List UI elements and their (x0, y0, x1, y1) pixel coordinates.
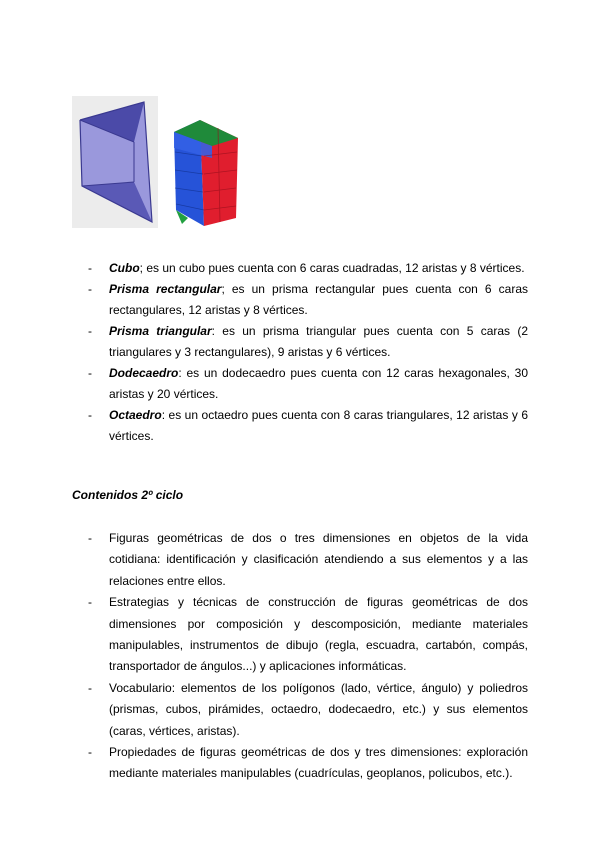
term: Prisma rectangular (109, 282, 222, 296)
list-item: - Estrategias y técnicas de construcción de figuras geométricas de dos dimensiones por composición y descomposición, mediante materiales manipulables, instrumentos de dibujo (regla, escuadra, cartabón, compás, transportador de ángulos...) y aplicaciones informáticas. (72, 592, 528, 678)
list-item (72, 258, 528, 279)
list-item: - Propiedades de figuras geométricas de dos y tres dimensiones: exploración mediante materiales manipulables (cuadrículas, geoplanos, policubos, etc.). (72, 742, 528, 785)
description: ; es un cubo pues cuenta con 6 caras cuadradas, 12 aristas y 8 vértices. (139, 261, 525, 275)
list-item (72, 363, 528, 405)
triangular-prism-diagram (72, 96, 158, 228)
term: Cubo (109, 261, 140, 275)
description: ; es un prisma rectangular pues cuenta con 6 caras rectangulares, 12 aristas y 8 vértices. (109, 282, 528, 317)
polyhedra-list (72, 258, 528, 447)
polyhedra-figures (72, 96, 252, 236)
contents-heading: Contenidos 2º ciclo (72, 488, 184, 502)
building-blocks-prism-photo (168, 118, 248, 226)
term: Dodecaedro (109, 366, 179, 380)
description: : es un dodecaedro pues cuenta con 12 caras hexagonales, 30 aristas y 20 vértices. (109, 366, 528, 401)
list-item (72, 321, 528, 363)
description: : es un prisma triangular pues cuenta con 5 caras (2 triangulares y 3 rectangulares), 9 aristas y 6 vértices. (109, 324, 528, 359)
description: : es un octaedro pues cuenta con 8 caras triangulares, 12 aristas y 6 vértices. (109, 408, 528, 443)
contents-list (72, 528, 528, 785)
term: Octaedro (109, 408, 162, 422)
list-item (72, 405, 528, 447)
list-item (72, 279, 528, 321)
term: Prisma triangular (109, 324, 212, 338)
list-item: - Vocabulario: elementos de los polígonos (lado, vértice, ángulo) y poliedros (prismas, cubos, pirámides, octaedro, dodecaedro, etc.) y sus elementos (caras, vértices, aristas). (72, 678, 528, 742)
list-item: - Figuras geométricas de dos o tres dimensiones en objetos de la vida cotidiana: identificación y clasificación atendiendo a sus elementos y a las relaciones entre ellos. (72, 528, 528, 592)
